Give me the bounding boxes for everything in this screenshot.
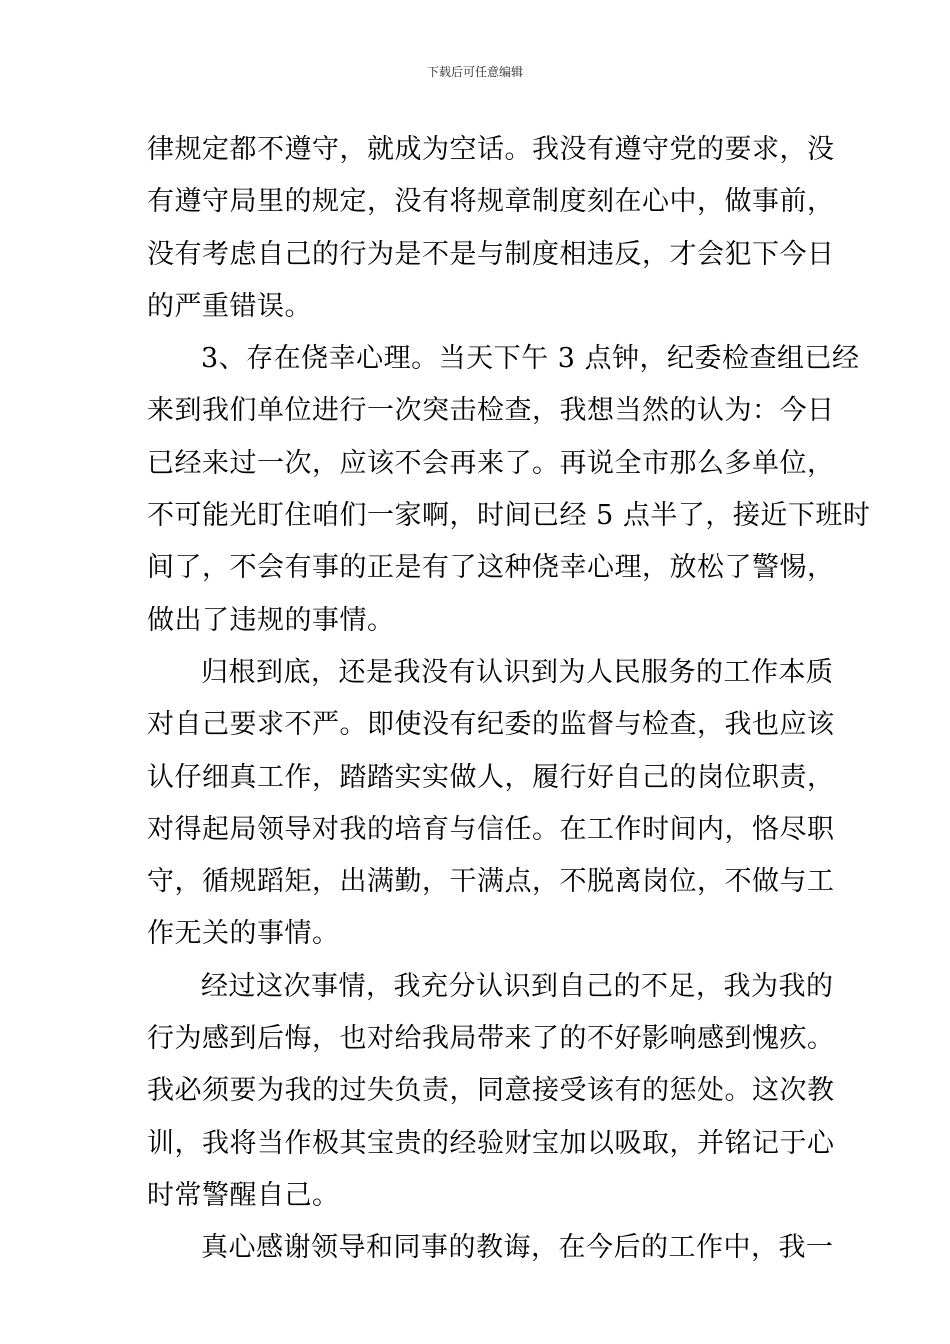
text-line: 来到我们单位进行一次突击检查，我想当然的认为：今日 bbox=[147, 395, 835, 427]
text-line: 守，循规蹈矩，出满勤，干满点，不脱离岗位，不做与工 bbox=[147, 866, 835, 898]
text-line: 做出了违规的事情。 bbox=[147, 604, 395, 636]
paragraph-first-line: 归根到底，还是我没有认识到为人民服务的工作本质 bbox=[201, 656, 834, 688]
text-line: 的严重错误。 bbox=[147, 290, 312, 322]
text-line: 有遵守局里的规定，没有将规章制度刻在心中，做事前， bbox=[147, 186, 835, 218]
text-line: 没有考虑自己的行为是不是与制度相违反，才会犯下今日 bbox=[147, 238, 835, 270]
paragraph-first-line: 真心感谢领导和同事的教诲，在今后的工作中，我一 bbox=[201, 1232, 834, 1264]
text-line: 作无关的事情。 bbox=[147, 918, 340, 950]
text-line: 认仔细真工作，踏踏实实做人，履行好自己的岗位职责， bbox=[147, 761, 835, 793]
text-line: 已经来过一次，应该不会再来了。再说全市那么多单位， bbox=[147, 447, 835, 479]
text-line: 间了，不会有事的正是有了这种侥幸心理，放松了警惕， bbox=[147, 552, 835, 584]
page-header: 下载后可任意编辑 bbox=[426, 65, 523, 79]
text-line: 时常警醒自己。 bbox=[147, 1179, 340, 1211]
text-line: 行为感到后悔，也对给我局带来了的不好影响感到愧疚。 bbox=[147, 1023, 835, 1055]
text-line: 对自己要求不严。即使没有纪委的监督与检查，我也应该 bbox=[147, 709, 835, 741]
text-line: 训，我将当作极其宝贵的经验财宝加以吸取，并铭记于心 bbox=[147, 1127, 835, 1159]
text-line: 不可能光盯住咱们一家啊，时间已经 5 点半了，接近下班时 bbox=[147, 500, 871, 532]
text-line: 我必须要为我的过失负责，同意接受该有的惩处。这次教 bbox=[147, 1075, 835, 1107]
paragraph-first-line: 经过这次事情，我充分认识到自己的不足，我为我的 bbox=[201, 970, 834, 1002]
paragraph-first-line: 3、存在侥幸心理。当天下午 3 点钟，纪委检查组已经 bbox=[201, 343, 860, 375]
text-line: 律规定都不遵守，就成为空话。我没有遵守党的要求，没 bbox=[147, 134, 835, 165]
document-body bbox=[147, 124, 871, 1275]
text-line: 对得起局领导对我的培育与信任。在工作时间内，恪尽职 bbox=[147, 813, 835, 845]
